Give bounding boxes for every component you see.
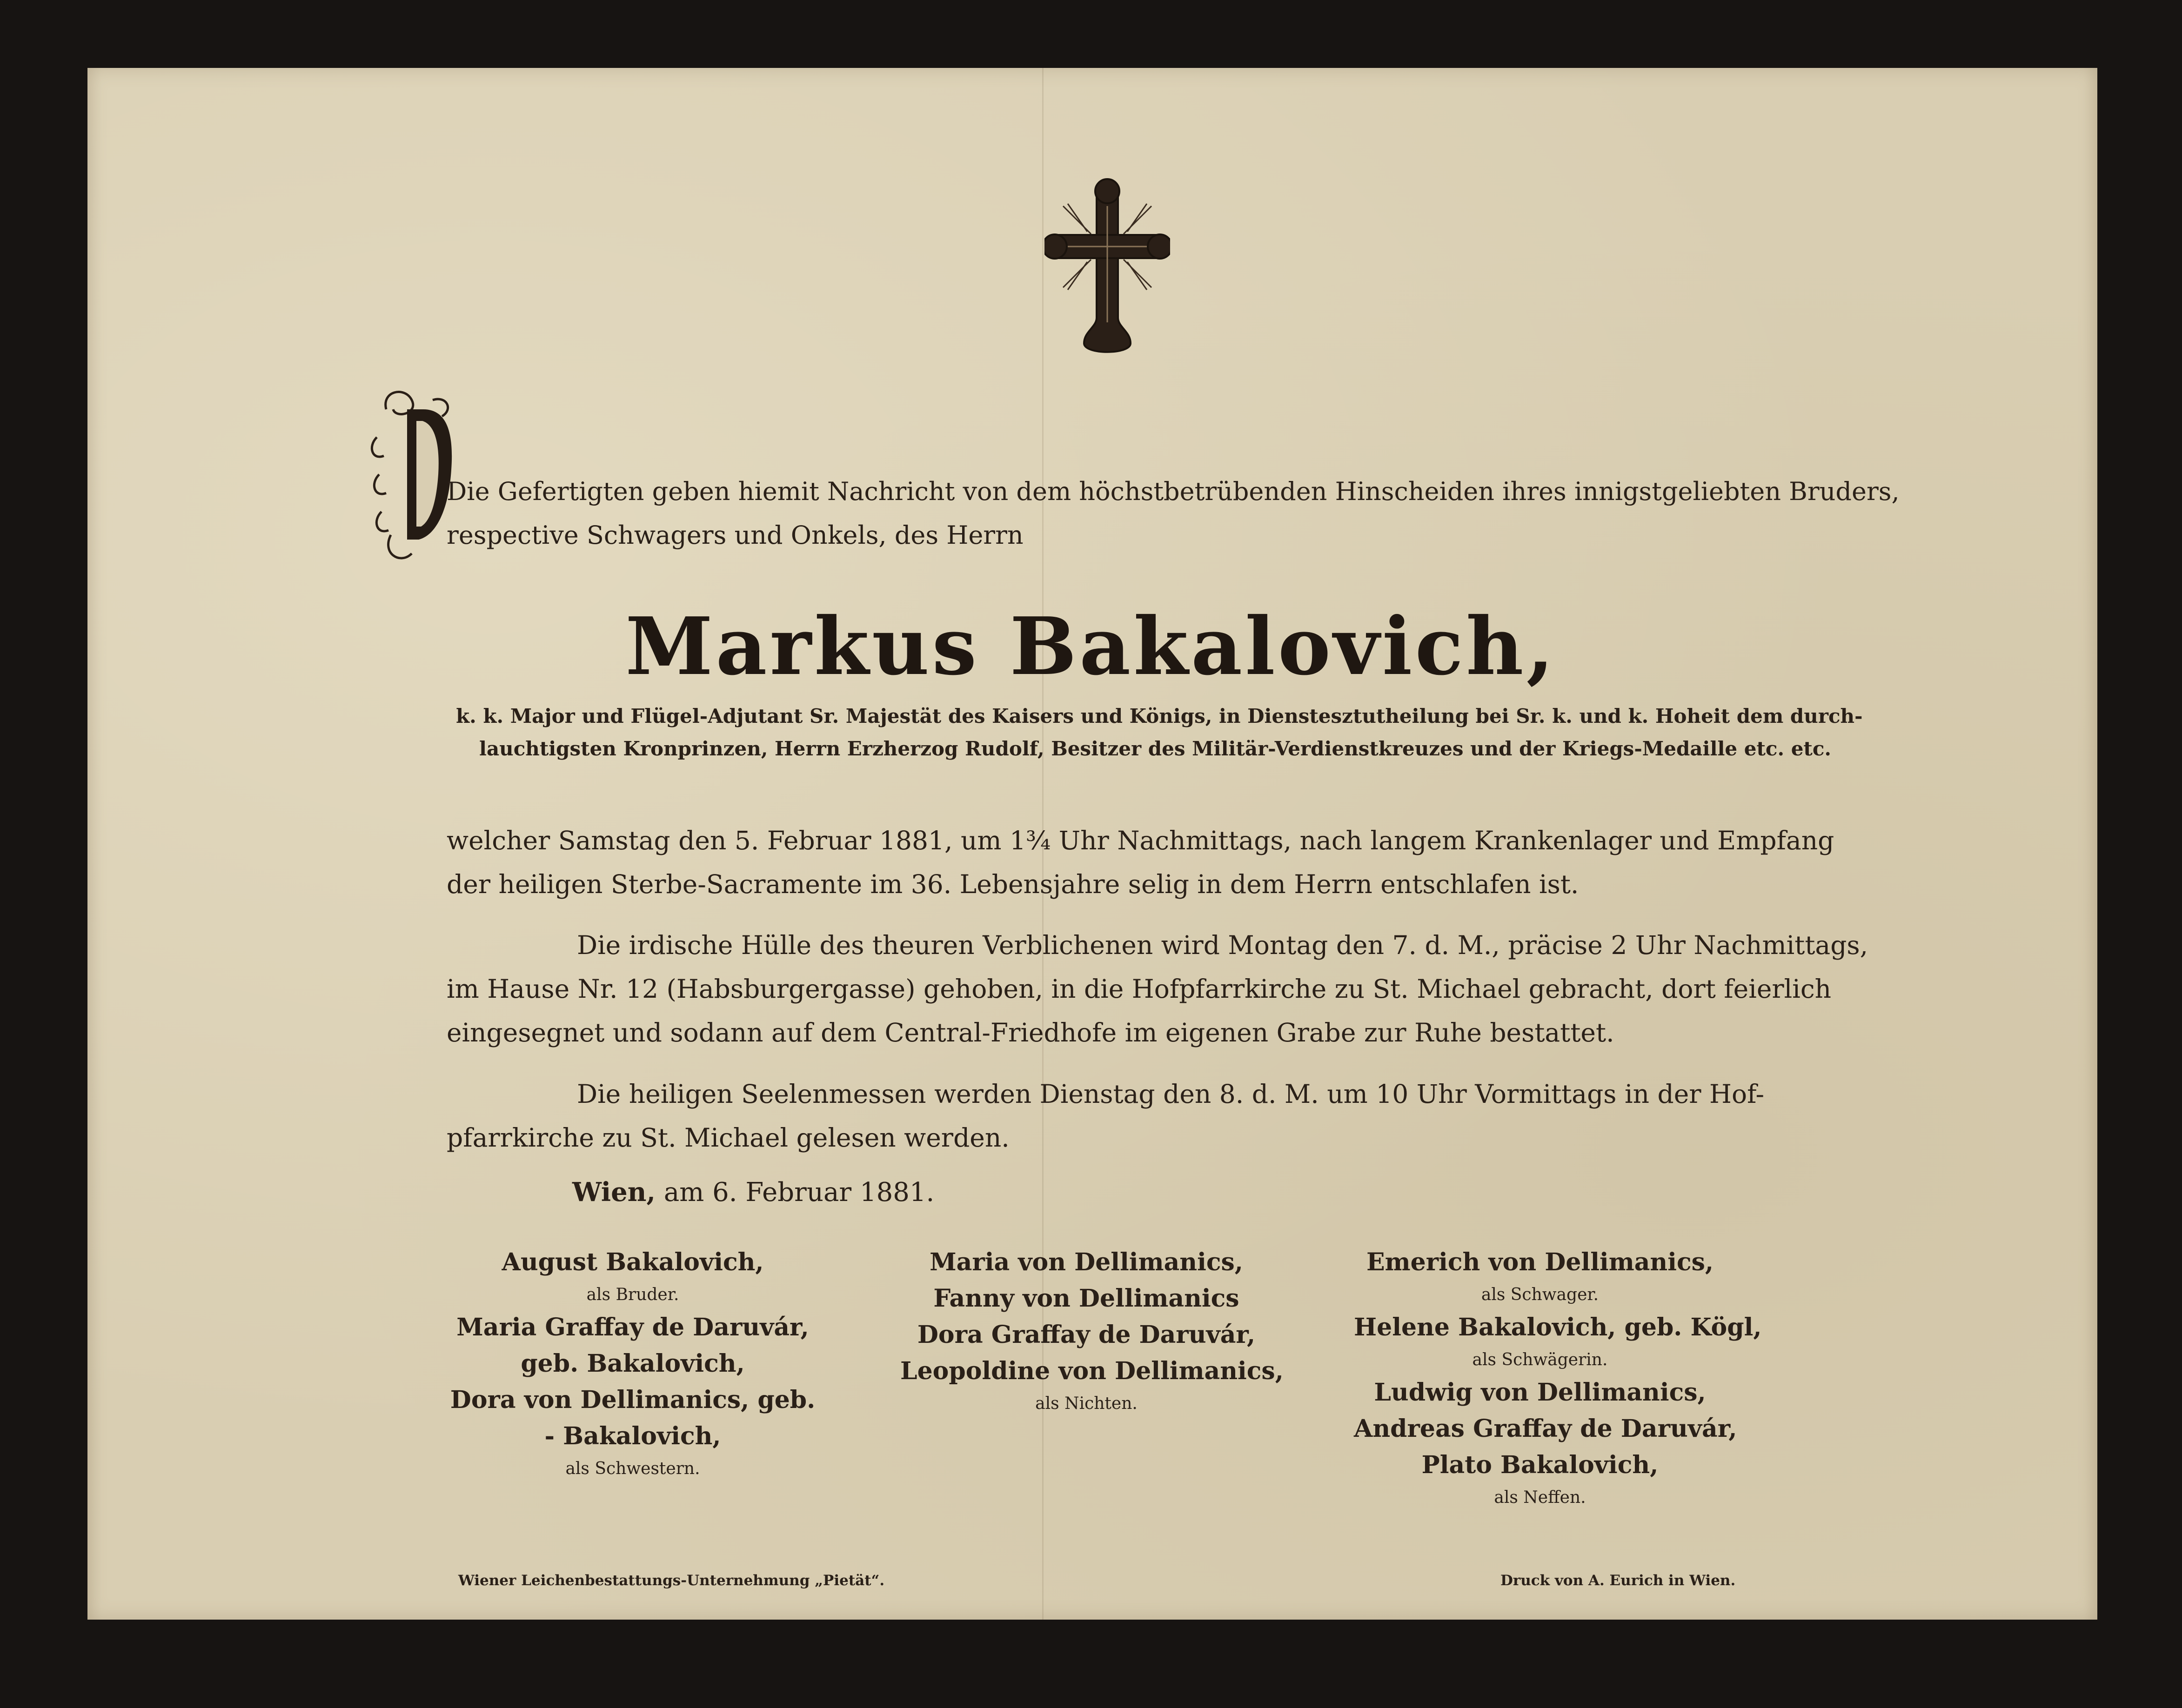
signer-relation: als Bruder. (586, 1285, 679, 1304)
signer-name-continued: geb. Bakalovich, (521, 1349, 745, 1378)
signers-column-3 (1354, 1244, 1762, 1512)
signers-column-1 (447, 1244, 819, 1483)
cross-icon (1044, 178, 1170, 360)
funeral-line-1: Die irdische Hülle des theuren Verblichenen wird Montag den 7. d. M., präcise 2 Uhr Nachmittags, (577, 930, 1868, 960)
signer-relation: als Schwägerin. (1472, 1350, 1608, 1369)
funeral-line-2: im Hause Nr. 12 (Habsburgergasse) gehoben, in die Hofpfarrkirche zu St. Michael gebracht, dort feierlich (447, 974, 1832, 1004)
signer-relation: als Schwestern. (565, 1459, 700, 1478)
mass-paragraph (447, 1072, 1765, 1160)
printer-credit: Druck von A. Eurich in Wien. (1500, 1572, 1736, 1589)
signers-column-2 (900, 1244, 1284, 1418)
signer-name: Plato Bakalovich, (1421, 1451, 1659, 1479)
signer-name: Dora von Dellimanics, geb. (450, 1386, 816, 1414)
signer-name: Ludwig von Dellimanics, (1374, 1378, 1706, 1407)
death-paragraph (447, 819, 1834, 906)
titles-line-1: k. k. Major und Flügel-Adjutant Sr. Majestät des Kaisers und Königs, in Dienstesztutheilung bei Sr. k. und k. Hoheit dem durch- (456, 705, 1863, 727)
undertaker-credit: Wiener Leichenbestattungs-Unternehmung „Pietät“. (458, 1572, 885, 1589)
opening-line-2: respective Schwagers und Onkels, des Herrn (447, 520, 1024, 550)
deceased-name-heading: Markus Bakalovich, (625, 600, 1557, 693)
mass-line-2: pfarrkirche zu St. Michael gelesen werden. (447, 1123, 1010, 1153)
signer-name: Leopoldine von Dellimanics, (900, 1357, 1284, 1385)
death-line-2: der heiligen Sterbe-Sacramente im 36. Lebensjahre selig in dem Herrn entschlafen ist. (447, 869, 1579, 899)
funeral-line-3: eingesegnet und sodann auf dem Central-Friedhofe im eigenen Grabe zur Ruhe bestattet. (447, 1018, 1614, 1047)
place-and-date (572, 1177, 934, 1208)
signer-relation: als Nichten. (1035, 1394, 1138, 1413)
deceased-titles (456, 700, 1863, 765)
titles-line-2: lauchtigsten Kronprinzen, Herrn Erzherzog Rudolf, Besitzer des Militär-Verdienstkreuzes und der Kriegs-Medaille etc. etc. (479, 737, 1832, 760)
signer-name: Maria Graffay de Daruvár, (456, 1313, 809, 1341)
signer-name: Andreas Graffay de Daruvár, (1354, 1414, 1737, 1443)
funeral-paragraph (447, 923, 1868, 1054)
opening-paragraph (372, 470, 1900, 557)
signer-name: Fanny von Dellimanics (933, 1284, 1239, 1313)
place-name: Wien, (572, 1177, 656, 1208)
signer-relation: als Schwager. (1481, 1285, 1599, 1304)
signer-name: Dora Graffay de Daruvár, (917, 1321, 1256, 1349)
signer-name-continued: - Bakalovich, (544, 1422, 721, 1450)
date-text: am 6. Februar 1881. (663, 1177, 935, 1208)
signer-name: Emerich von Dellimanics, (1366, 1248, 1714, 1276)
signer-name: Helene Bakalovich, geb. Kögl, (1354, 1313, 1762, 1341)
signer-name: August Bakalovich, (502, 1248, 764, 1276)
signer-name: Maria von Dellimanics, (930, 1248, 1243, 1276)
opening-line-1: Die Gefertigten geben hiemit Nachricht von dem höchstbetrübenden Hinscheiden ihres innigstgeliebten Bruders, (447, 477, 1900, 506)
death-line-1: welcher Samstag den 5. Februar 1881, um 1¾ Uhr Nachmittags, nach langem Krankenlager und Empfang (447, 826, 1834, 855)
mass-line-1: Die heiligen Seelenmessen werden Dienstag den 8. d. M. um 10 Uhr Vormittags in der Hof- (577, 1079, 1765, 1109)
signer-relation: als Neffen. (1494, 1488, 1586, 1507)
